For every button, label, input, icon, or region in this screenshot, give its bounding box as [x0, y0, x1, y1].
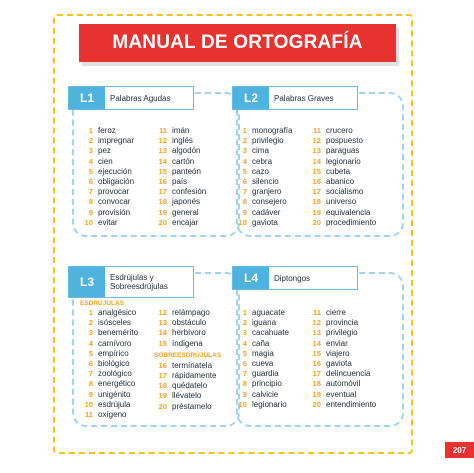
word-text: iguana [252, 318, 277, 328]
word-number: 2 [88, 318, 93, 328]
word-number: 20 [158, 401, 167, 411]
word-number: 5 [242, 166, 247, 176]
word-text: isósceles [98, 318, 131, 328]
word-text: biológico [98, 359, 130, 369]
word-number: 15 [312, 166, 321, 176]
word-text: aguacate [252, 308, 285, 318]
panel-l3 [72, 272, 240, 427]
word-number: 15 [158, 166, 167, 176]
word-item [154, 157, 224, 167]
word-number: 1 [242, 308, 247, 318]
word-item [154, 381, 224, 391]
word-number: 18 [312, 379, 321, 389]
word-number: 14 [312, 156, 321, 166]
word-number: 3 [242, 328, 247, 338]
word-item [80, 359, 150, 369]
panel-title: Palabras Agudas [110, 93, 171, 103]
word-number: 13 [158, 146, 167, 156]
word-item [80, 339, 150, 349]
word-text: monografía [252, 126, 293, 136]
word-item [154, 339, 224, 349]
word-text: general [172, 207, 199, 217]
word-text: llévatelo [172, 391, 202, 401]
panel-title: Palabras Graves [274, 93, 334, 103]
word-number: 7 [88, 369, 93, 379]
word-item [80, 167, 150, 177]
word-number: 12 [158, 136, 167, 146]
word-text: esdrújula [98, 399, 131, 409]
word-number: 3 [88, 146, 93, 156]
word-item [234, 146, 304, 156]
word-item [234, 208, 304, 218]
word-item [308, 167, 378, 177]
word-text: provisión [98, 207, 131, 217]
section-label: ESDRÚJULAS [80, 299, 125, 307]
word-number: 5 [88, 348, 93, 358]
word-item [154, 167, 224, 177]
word-item [80, 208, 150, 218]
word-number: 7 [242, 187, 247, 197]
word-text: legionario [326, 156, 361, 166]
word-list [154, 308, 224, 349]
word-number: 8 [88, 379, 93, 389]
word-number: 20 [312, 217, 321, 227]
word-text: cien [98, 156, 113, 166]
word-text: cueva [252, 359, 274, 369]
word-item [308, 136, 378, 146]
word-text: gaviota [326, 359, 352, 369]
word-column-right [308, 308, 378, 410]
word-number: 16 [312, 177, 321, 187]
word-text: unigénito [98, 389, 131, 399]
word-item [154, 308, 224, 318]
word-number: 1 [88, 308, 93, 318]
word-number: 1 [88, 126, 93, 136]
word-number: 6 [242, 359, 247, 369]
word-number: 11 [158, 126, 167, 136]
panel-header [68, 266, 194, 298]
word-number: 20 [158, 217, 167, 227]
word-number: 13 [312, 146, 321, 156]
word-text: legionario [252, 399, 287, 409]
word-item [234, 390, 304, 400]
word-item [80, 390, 150, 400]
word-text: oxígeno [98, 409, 127, 419]
word-number: 9 [242, 389, 247, 399]
word-item [80, 126, 150, 136]
word-item [234, 369, 304, 379]
word-item [80, 400, 150, 410]
word-text: cadáver [252, 207, 281, 217]
word-number: 1 [242, 126, 247, 136]
word-item [154, 402, 224, 412]
word-number: 8 [242, 379, 247, 389]
word-text: zoológico [98, 369, 132, 379]
word-item [154, 197, 224, 207]
word-text: feroz [98, 126, 116, 136]
word-number: 5 [88, 166, 93, 176]
word-item [234, 400, 304, 410]
word-text: pez [98, 146, 111, 156]
word-number: 4 [88, 156, 93, 166]
word-item [80, 308, 150, 318]
word-number: 20 [312, 399, 321, 409]
word-number: 17 [158, 187, 167, 197]
word-text: provincia [326, 318, 359, 328]
word-item [234, 136, 304, 146]
word-number: 16 [158, 177, 167, 187]
word-number: 16 [312, 359, 321, 369]
word-column-left [80, 298, 150, 420]
word-item [154, 146, 224, 156]
word-text: pospuesto [326, 136, 363, 146]
word-number: 14 [158, 328, 167, 338]
word-item [234, 379, 304, 389]
word-number: 11 [312, 126, 321, 136]
word-number: 13 [158, 318, 167, 328]
word-text: índigena [172, 338, 203, 348]
word-number: 7 [242, 369, 247, 379]
word-column-right [154, 298, 224, 420]
word-number: 4 [242, 338, 247, 348]
word-list [80, 308, 150, 420]
word-item [308, 187, 378, 197]
word-columns [80, 126, 224, 228]
word-text: energético [98, 379, 136, 389]
word-text: gaviota [252, 217, 278, 227]
word-number: 19 [158, 391, 167, 401]
word-text: privilegio [252, 136, 284, 146]
word-number: 13 [312, 328, 321, 338]
word-text: empírico [98, 348, 129, 358]
word-number: 9 [242, 207, 247, 217]
word-number: 2 [242, 136, 247, 146]
word-text: principio [252, 379, 282, 389]
word-number: 10 [84, 399, 93, 409]
word-number: 9 [88, 389, 93, 399]
panel-l1 [72, 92, 240, 237]
word-column-left [234, 308, 304, 410]
word-text: termínatela [172, 360, 213, 370]
word-item [308, 328, 378, 338]
word-text: abanico [326, 177, 355, 187]
word-item [308, 146, 378, 156]
word-item [308, 177, 378, 187]
word-item [80, 187, 150, 197]
word-item [234, 359, 304, 369]
section-label: SOBREESDRÚJULAS [154, 352, 222, 360]
word-item [154, 177, 224, 187]
word-item [80, 379, 150, 389]
word-text: obligación [98, 177, 135, 187]
word-item [80, 318, 150, 328]
word-text: carnívoro [98, 338, 132, 348]
word-item [308, 208, 378, 218]
word-text: obstáculo [172, 318, 207, 328]
word-item [308, 349, 378, 359]
word-item [80, 410, 150, 420]
word-number: 12 [312, 318, 321, 328]
word-item [308, 318, 378, 328]
word-item [308, 369, 378, 379]
word-text: granjero [252, 187, 282, 197]
panel-header [232, 86, 358, 110]
word-text: equivalencia [326, 207, 371, 217]
word-item [80, 197, 150, 207]
word-item [234, 328, 304, 338]
panel-header [68, 86, 194, 110]
word-text: relámpago [172, 308, 210, 318]
word-item [154, 328, 224, 338]
word-text: evitar [98, 217, 118, 227]
word-number: 11 [312, 308, 321, 318]
word-number: 12 [158, 308, 167, 318]
word-column-left [234, 126, 304, 228]
word-number: 6 [88, 359, 93, 369]
word-number: 3 [88, 328, 93, 338]
word-text: confesión [172, 187, 207, 197]
word-column-right [154, 126, 224, 228]
word-text: cebra [252, 156, 273, 166]
word-text: delincuencia [326, 369, 371, 379]
spacer [154, 298, 224, 308]
word-item [80, 349, 150, 359]
panel-badge: L4 [233, 267, 269, 289]
page-title: MANUAL DE ORTOGRAFÍA [79, 24, 396, 62]
word-item [308, 400, 378, 410]
word-text: viajero [326, 348, 350, 358]
word-number: 19 [312, 389, 321, 399]
word-text: enviar [326, 338, 348, 348]
word-text: impregnar [98, 136, 135, 146]
word-item [308, 126, 378, 136]
panel-badge: L1 [69, 87, 105, 109]
word-text: universo [326, 197, 357, 207]
panel-badge: L3 [69, 267, 105, 297]
word-number: 18 [158, 197, 167, 207]
panel-title: Esdrújulas y Sobreesdrújulas [110, 273, 168, 291]
word-item [234, 318, 304, 328]
word-number: 19 [312, 207, 321, 217]
word-item [80, 136, 150, 146]
word-text: cubeta [326, 166, 351, 176]
word-number: 6 [88, 177, 93, 187]
word-item [234, 197, 304, 207]
word-text: japonés [172, 197, 201, 207]
word-number: 14 [158, 156, 167, 166]
word-item [234, 349, 304, 359]
word-text: cima [252, 146, 269, 156]
word-number: 15 [158, 338, 167, 348]
word-text: crucero [326, 126, 353, 136]
word-item [154, 208, 224, 218]
word-number: 10 [84, 217, 93, 227]
word-list [154, 361, 224, 412]
word-number: 11 [84, 409, 93, 419]
word-item [234, 167, 304, 177]
word-item [308, 379, 378, 389]
word-column-left [80, 126, 150, 228]
word-item [308, 197, 378, 207]
word-number: 3 [242, 146, 247, 156]
word-number: 2 [242, 318, 247, 328]
word-item [80, 177, 150, 187]
word-text: país [172, 177, 188, 187]
word-item [234, 339, 304, 349]
word-text: entendimiento [326, 399, 377, 409]
word-item [154, 318, 224, 328]
word-columns [234, 126, 378, 228]
word-item [308, 157, 378, 167]
word-text: silencio [252, 177, 279, 187]
word-text: cierre [326, 308, 347, 318]
word-item [154, 371, 224, 381]
word-text: préstamelo [172, 401, 212, 411]
word-item [154, 126, 224, 136]
panel-badge: L2 [233, 87, 269, 109]
word-column-right [308, 126, 378, 228]
word-number: 16 [158, 360, 167, 370]
word-item [154, 391, 224, 401]
word-number: 8 [88, 197, 93, 207]
word-number: 15 [312, 348, 321, 358]
word-item [154, 136, 224, 146]
word-text: benemérito [98, 328, 139, 338]
word-text: calvicie [252, 389, 279, 399]
word-text: panteón [172, 166, 201, 176]
word-text: cazo [252, 166, 269, 176]
word-number: 10 [238, 217, 247, 227]
word-item [234, 177, 304, 187]
word-text: guardia [252, 369, 279, 379]
word-item [80, 328, 150, 338]
word-item [234, 157, 304, 167]
word-number: 12 [312, 136, 321, 146]
word-text: consejero [252, 197, 287, 207]
word-item [154, 187, 224, 197]
word-item [234, 218, 304, 228]
word-number: 2 [88, 136, 93, 146]
word-item [154, 361, 224, 371]
word-number: 17 [312, 187, 321, 197]
word-text: inglés [172, 136, 193, 146]
word-text: ejecución [98, 166, 132, 176]
word-item [80, 369, 150, 379]
word-text: caña [252, 338, 270, 348]
word-number: 14 [312, 338, 321, 348]
word-number: 6 [242, 177, 247, 187]
word-item [308, 339, 378, 349]
word-text: rápidamente [172, 371, 217, 381]
word-text: socialismo [326, 187, 364, 197]
word-text: algodón [172, 146, 201, 156]
word-text: quédatelo [172, 381, 208, 391]
word-item [308, 218, 378, 228]
word-number: 18 [158, 381, 167, 391]
word-text: automóvil [326, 379, 361, 389]
word-number: 8 [242, 197, 247, 207]
panel-title: Diptongos [274, 273, 311, 283]
word-text: convocar [98, 197, 131, 207]
word-number: 18 [312, 197, 321, 207]
word-item [308, 359, 378, 369]
word-number: 4 [88, 338, 93, 348]
word-text: magia [252, 348, 274, 358]
word-text: eventual [326, 389, 357, 399]
word-item [80, 157, 150, 167]
word-item [234, 126, 304, 136]
panel-l4 [236, 272, 404, 427]
word-text: provocar [98, 187, 130, 197]
word-text: privilegio [326, 328, 358, 338]
word-text: cacahuate [252, 328, 289, 338]
word-columns [234, 308, 378, 410]
word-text: paraguas [326, 146, 360, 156]
word-text: cartón [172, 156, 195, 166]
word-item [80, 218, 150, 228]
word-number: 10 [238, 399, 247, 409]
word-number: 4 [242, 156, 247, 166]
word-number: 19 [158, 207, 167, 217]
word-item [80, 146, 150, 156]
word-item [154, 218, 224, 228]
page-number: 207 [445, 442, 474, 458]
word-number: 17 [312, 369, 321, 379]
word-text: encajar [172, 217, 199, 227]
panel-l2 [236, 92, 404, 237]
word-number: 17 [158, 371, 167, 381]
word-text: herbívoro [172, 328, 206, 338]
word-columns [80, 298, 224, 420]
word-text: procedimiento [326, 217, 377, 227]
word-item [308, 308, 378, 318]
panel-header [232, 266, 358, 290]
word-text: analgésico [98, 308, 137, 318]
word-item [234, 187, 304, 197]
word-number: 7 [88, 187, 93, 197]
word-item [234, 308, 304, 318]
word-number: 9 [88, 207, 93, 217]
word-item [308, 390, 378, 400]
word-number: 5 [242, 348, 247, 358]
word-text: imán [172, 126, 190, 136]
